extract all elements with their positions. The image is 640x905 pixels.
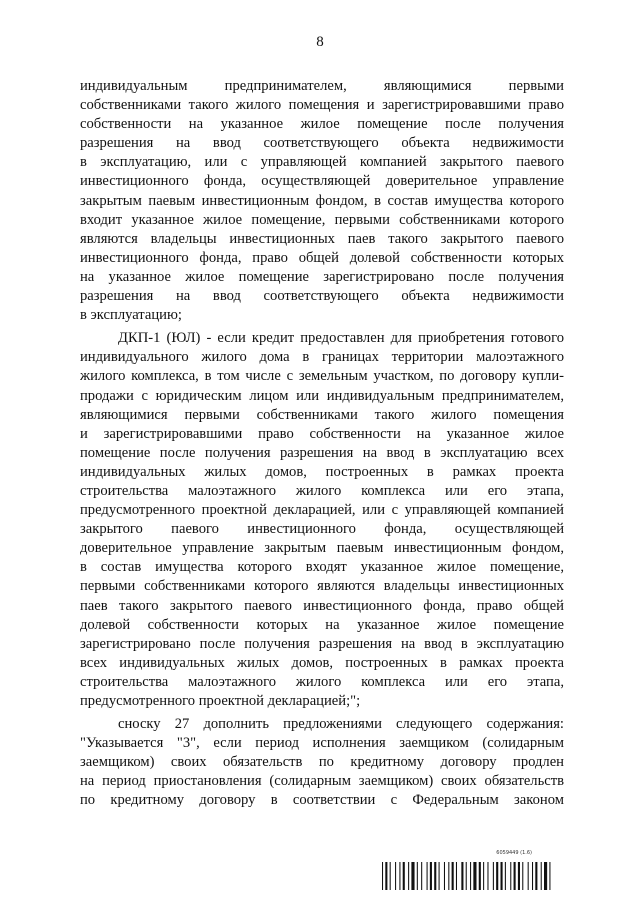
text-line: предусмотренного проектной декларацией;"; (80, 693, 361, 709)
text-line: ДКП-1 (ЮЛ) - если кредит предоставлен для приобретения готового (118, 330, 564, 347)
barcode-bar (549, 862, 550, 890)
text-line: собственниками такого жилого помещения и зарегистрировавшими право (80, 97, 564, 114)
text-line: инвестиционного фонда, право общей долевой собственности которых (80, 249, 564, 266)
barcode-bar (501, 862, 503, 890)
text-line: в эксплуатацию; (80, 307, 182, 324)
text-line: инвестиционного фонда, осуществляющей доверительное управление (80, 173, 564, 190)
barcode-bar (452, 862, 454, 890)
document-barcode (382, 850, 588, 890)
barcode-bar (487, 862, 488, 890)
text-line: строительства малоэтажного жилого комплекса или его этапа, (80, 482, 564, 499)
text-line: доверительное управление закрытым паевым инвестиционным фондом, (80, 540, 564, 557)
text-line: долевой собственности которых на указанное жилое помещение (80, 616, 564, 633)
barcode-bar (466, 862, 467, 890)
barcode-bar (514, 862, 516, 890)
text-line: по кредитному договору в соответствии с Федеральным законом (80, 792, 564, 809)
barcode-bar (518, 862, 520, 890)
text-line: помещение после получения разрешения на ввод в эксплуатацию всех (80, 444, 564, 461)
barcode-bar (541, 862, 542, 890)
barcode-bar (479, 862, 481, 890)
barcode-bar (528, 862, 529, 890)
barcode-bar (535, 862, 537, 890)
text-line: являются владельцы инвестиционных паев такого закрытого паевого (80, 230, 564, 247)
text-line: первыми собственниками которого являются владельцы инвестиционных (80, 578, 564, 595)
barcode-bar (493, 862, 494, 890)
text-line: в состав имущества которого входят указанное жилое помещение, (80, 559, 564, 576)
barcode-bar (399, 862, 400, 890)
text-line: закрытого паевого инвестиционного фонда, осуществляющей (80, 521, 564, 538)
barcode-bar (444, 862, 445, 890)
text-line: закрытым паевым инвестиционным фондом, в состав имущества которого (80, 192, 564, 209)
barcode-caption: 6059449 (1.6) (496, 850, 532, 856)
text-line: индивидуальных жилых домов, построенных в рамках проекта (80, 463, 564, 480)
barcode-image (382, 862, 588, 890)
text-line: строительства малоэтажного жилого комплекса или его этапа, (80, 673, 564, 690)
text-line: индивидуальным предпринимателем, являющимися первыми (80, 78, 564, 94)
text-line: сноску 27 дополнить предложениями следующего содержания: (118, 716, 564, 733)
barcode-bar (403, 862, 405, 890)
barcode-bar (448, 862, 449, 890)
text-line: входит указанное жилое помещение, первыми собственниками которого (80, 211, 564, 228)
barcode-bar (473, 862, 476, 890)
text-line: являющимися первыми собственниками такого жилого помещения (80, 406, 564, 423)
barcode-bar (421, 862, 422, 890)
barcode-bar (390, 862, 391, 890)
text-line: зарегистрировано после получения разрешения на ввод в эксплуатацию (80, 635, 564, 652)
text-line: жилого комплекса, в том числе с земельным участком, по договору купли- (80, 368, 564, 385)
text-line: на период приостановления (солидарным заемщиком) своих обязательств (80, 773, 564, 790)
text-line: индивидуального жилого дома в границах территории малоэтажного (80, 349, 564, 366)
barcode-bar (408, 862, 409, 890)
text-line: "Указывается "3", если период исполнения заемщиком (солидарным (80, 735, 564, 752)
barcode-bar (434, 862, 436, 890)
barcode-bar (417, 862, 418, 890)
text-line: всех индивидуальных жилых домов, построенных в рамках проекта (80, 654, 564, 671)
barcode-bar (430, 862, 432, 890)
barcode-bar (532, 862, 533, 890)
barcode-bar (505, 862, 506, 890)
page-number: 8 (316, 34, 324, 50)
barcode-bar (439, 862, 440, 890)
barcode-bar (461, 862, 463, 890)
barcode-bar (483, 862, 484, 890)
barcode-bar (496, 862, 498, 890)
text-line: и зарегистрировавшими право собственности на указанное жилое (80, 425, 564, 442)
text-line: разрешения на ввод соответствующего объекта недвижимости (80, 135, 564, 152)
barcode-bar (395, 862, 396, 890)
barcode-bar (411, 862, 414, 890)
barcode-bar (510, 862, 511, 890)
text-line: собственности на указанное жилое помещение после получения (80, 116, 564, 133)
text-line: в эксплуатацию, или с управляющей компанией закрытого паевого (80, 154, 564, 171)
text-line: разрешения на ввод соответствующего объекта недвижимости (80, 288, 564, 305)
document-body (80, 77, 564, 811)
text-line: продажи с юридическим лицом или индивидуальным предпринимателем, (80, 387, 564, 404)
barcode-bar (382, 862, 383, 890)
barcode-bar (470, 862, 471, 890)
barcode-bar (522, 862, 523, 890)
barcode-bar (385, 862, 387, 890)
barcode-bar (456, 862, 457, 890)
text-line: на указанное жилое помещение зарегистрировано после получения (80, 268, 564, 285)
text-line: заемщиком) своих обязательств по кредитному договору продлен (80, 754, 564, 771)
text-line: паев такого закрытого паевого инвестиционного фонда, право общей (80, 597, 564, 614)
barcode-bar (544, 862, 547, 890)
barcode-bar (427, 862, 428, 890)
text-line: предусмотренного проектной декларацией, или с управляющей компанией (80, 502, 564, 519)
